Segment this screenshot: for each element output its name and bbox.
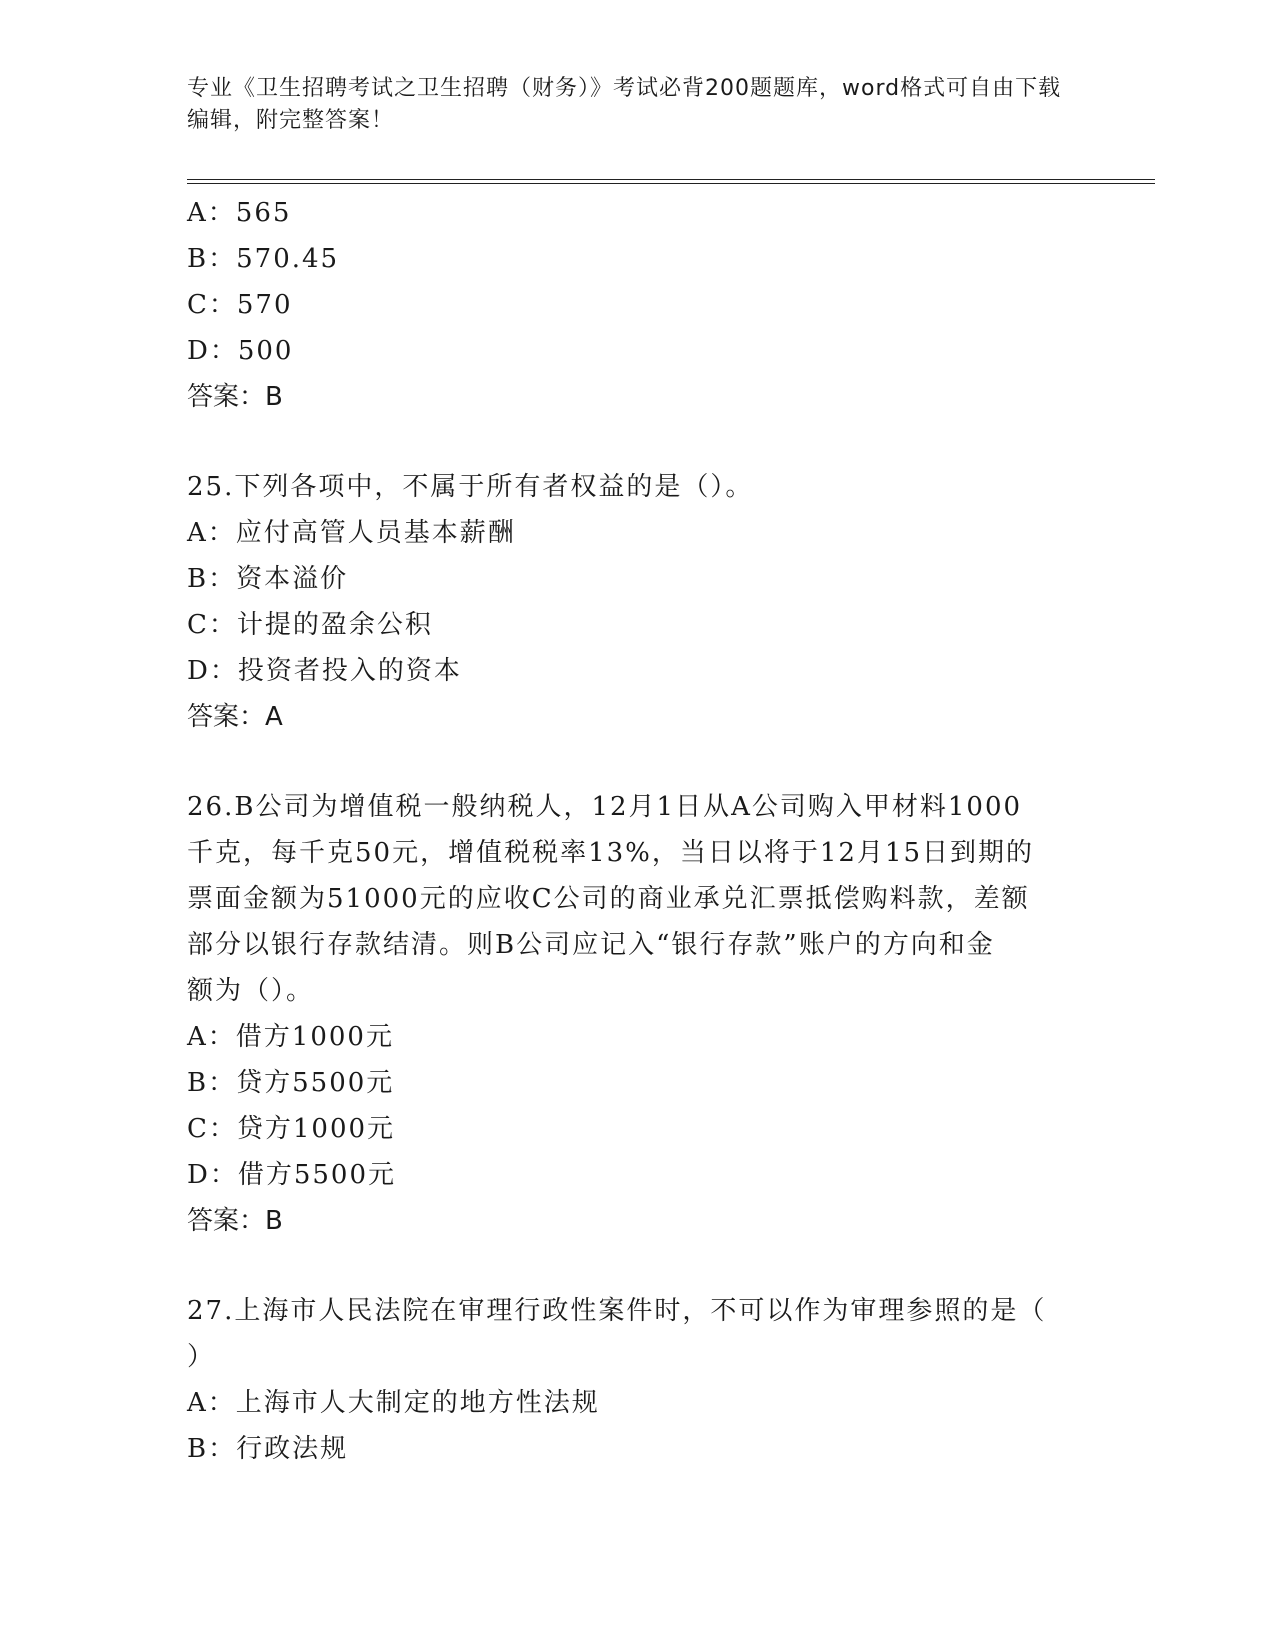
header-divider-bottom — [187, 183, 1155, 184]
question-24-options — [187, 190, 1067, 420]
question-stem-line: 额为（）。 — [187, 976, 315, 1006]
option-c: C：570 — [187, 290, 293, 320]
option-a: A：借方1000元 — [187, 1022, 394, 1052]
answer: 答案：B — [187, 382, 283, 412]
question-stem-line: 26.B公司为增值税一般纳税人，12月1日从A公司购入甲材料1000 — [187, 792, 1023, 822]
spacer — [187, 1244, 1067, 1288]
option-b: B：资本溢价 — [187, 564, 349, 594]
question-stem-line: 千克，每千克50元，增值税税率13%，当日以将于12月15日到期的 — [187, 838, 1035, 868]
option-b: B：570.45 — [187, 244, 340, 274]
question-25 — [187, 464, 1067, 740]
header-title: 专业《卫生招聘考试之卫生招聘（财务）》考试必背200题题库，word格式可自由下载编辑，附完整答案！ — [187, 76, 1062, 133]
question-stem: 25.下列各项中，不属于所有者权益的是（）。 — [187, 472, 754, 502]
option-d: D：投资者投入的资本 — [187, 656, 462, 686]
option-d: D：借方5500元 — [187, 1160, 397, 1190]
option-c: C：贷方1000元 — [187, 1114, 396, 1144]
answer: 答案：B — [187, 1206, 283, 1236]
option-a: A：应付高管人员基本薪酬 — [187, 518, 516, 548]
option-a: A：上海市人大制定的地方性法规 — [187, 1388, 600, 1418]
spacer — [187, 740, 1067, 784]
question-stem-line: 票面金额为51000元的应收C公司的商业承兑汇票抵偿购料款，差额 — [187, 884, 1030, 914]
question-stem-line: ） — [187, 1342, 216, 1372]
question-stem-line: 部分以银行存款结清。则B公司应记入“银行存款”账户的方向和金 — [187, 930, 995, 960]
option-b: B：行政法规 — [187, 1434, 349, 1464]
question-list — [187, 190, 1067, 1472]
spacer — [187, 420, 1067, 464]
document-header — [187, 73, 1067, 137]
header-divider-top — [187, 179, 1155, 180]
question-27 — [187, 1288, 1067, 1472]
question-26 — [187, 784, 1067, 1244]
option-b: B：贷方5500元 — [187, 1068, 395, 1098]
answer: 答案：A — [187, 702, 283, 732]
option-a: A：565 — [187, 198, 292, 228]
option-d: D：500 — [187, 336, 294, 366]
option-c: C：计提的盈余公积 — [187, 610, 433, 640]
question-stem-line: 27.上海市人民法院在审理行政性案件时，不可以作为审理参照的是（ — [187, 1296, 1047, 1326]
